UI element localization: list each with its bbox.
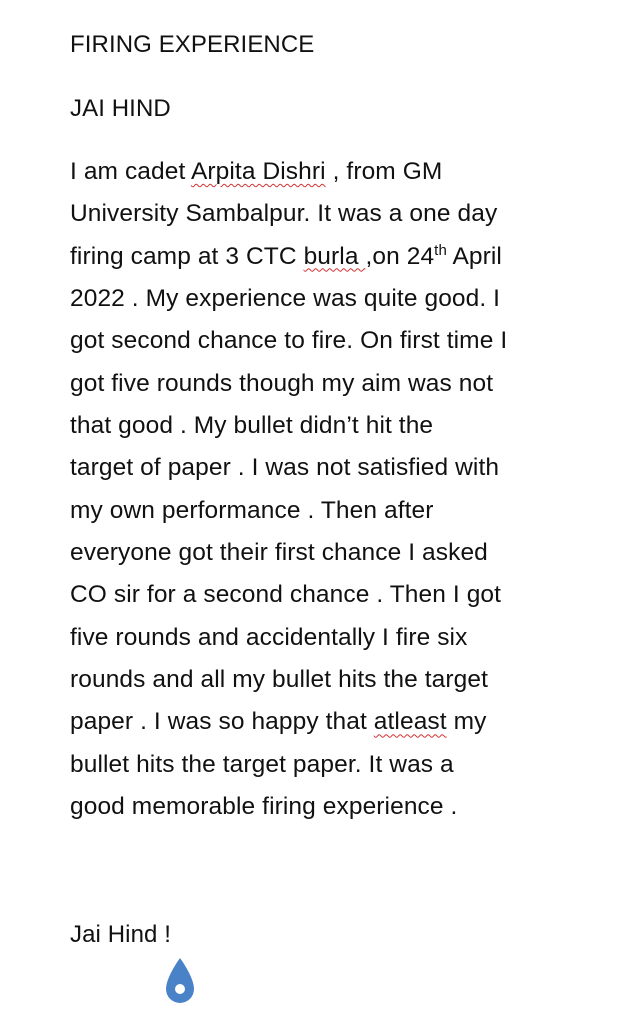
paragraph-line — [70, 580, 501, 610]
text-cursor-handle-icon[interactable] — [163, 957, 197, 1007]
paragraph-line — [70, 199, 497, 229]
paragraph-line — [70, 326, 507, 356]
text-run: everyone got their first chance I asked — [70, 538, 488, 566]
spellcheck-flagged-word: burla — [303, 242, 366, 270]
text-run: got five rounds though my aim was not — [70, 369, 494, 397]
text-run: I am cadet — [70, 158, 191, 185]
paragraph-line — [70, 665, 488, 695]
cursor-handle-shape — [163, 957, 197, 1007]
text-run: good memorable firing experience . — [70, 792, 458, 820]
text-run: rounds and all my bullet hits the target — [70, 665, 489, 693]
paragraph-line — [70, 707, 486, 737]
paragraph-line — [70, 623, 467, 653]
text-run: bullet hits the target paper. It was a — [70, 750, 454, 778]
spellcheck-flagged-word: atleast — [373, 708, 447, 736]
text-run: got second chance to fire. On first time I — [70, 327, 508, 355]
text-run: CO sir for a second chance . Then I got — [70, 581, 502, 609]
paragraph-line — [70, 284, 500, 314]
text-run: University Sambalpur. It was a one day — [70, 200, 498, 228]
superscript-text: th — [434, 241, 447, 259]
spellcheck-flagged-word: Arpita Dishri — [190, 158, 326, 185]
paragraph-line — [70, 242, 502, 272]
paragraph-line — [70, 369, 493, 399]
paragraph-line — [70, 496, 434, 526]
paragraph-line — [70, 411, 433, 441]
text-run: 2022 . My experience was quite good. I — [70, 284, 501, 312]
text-run: my — [446, 708, 487, 736]
text-run: five rounds and accidentally I fire six — [70, 623, 468, 651]
paragraph-line — [70, 157, 442, 187]
text-run: that good . My bullet didn’t hit the — [70, 411, 434, 439]
paragraph-line — [70, 792, 457, 822]
text-run: my own performance . Then after — [70, 496, 434, 524]
text-run: ,on 24 — [365, 242, 435, 270]
text-run: , from GM — [325, 158, 443, 185]
paragraph-line — [70, 750, 454, 780]
text-run: target of paper . I was not satisfied with — [70, 454, 500, 482]
text-run: April — [446, 242, 502, 270]
text-run: paper . I was so happy that — [70, 708, 374, 736]
document-title: FIRING EXPERIENCE — [70, 31, 315, 58]
paragraph-line — [70, 538, 488, 568]
text-run: firing camp at 3 CTC — [70, 242, 304, 270]
closing-line: Jai Hind ! — [70, 921, 172, 948]
greeting-line: JAI HIND — [70, 95, 171, 122]
paragraph-line — [70, 453, 499, 483]
